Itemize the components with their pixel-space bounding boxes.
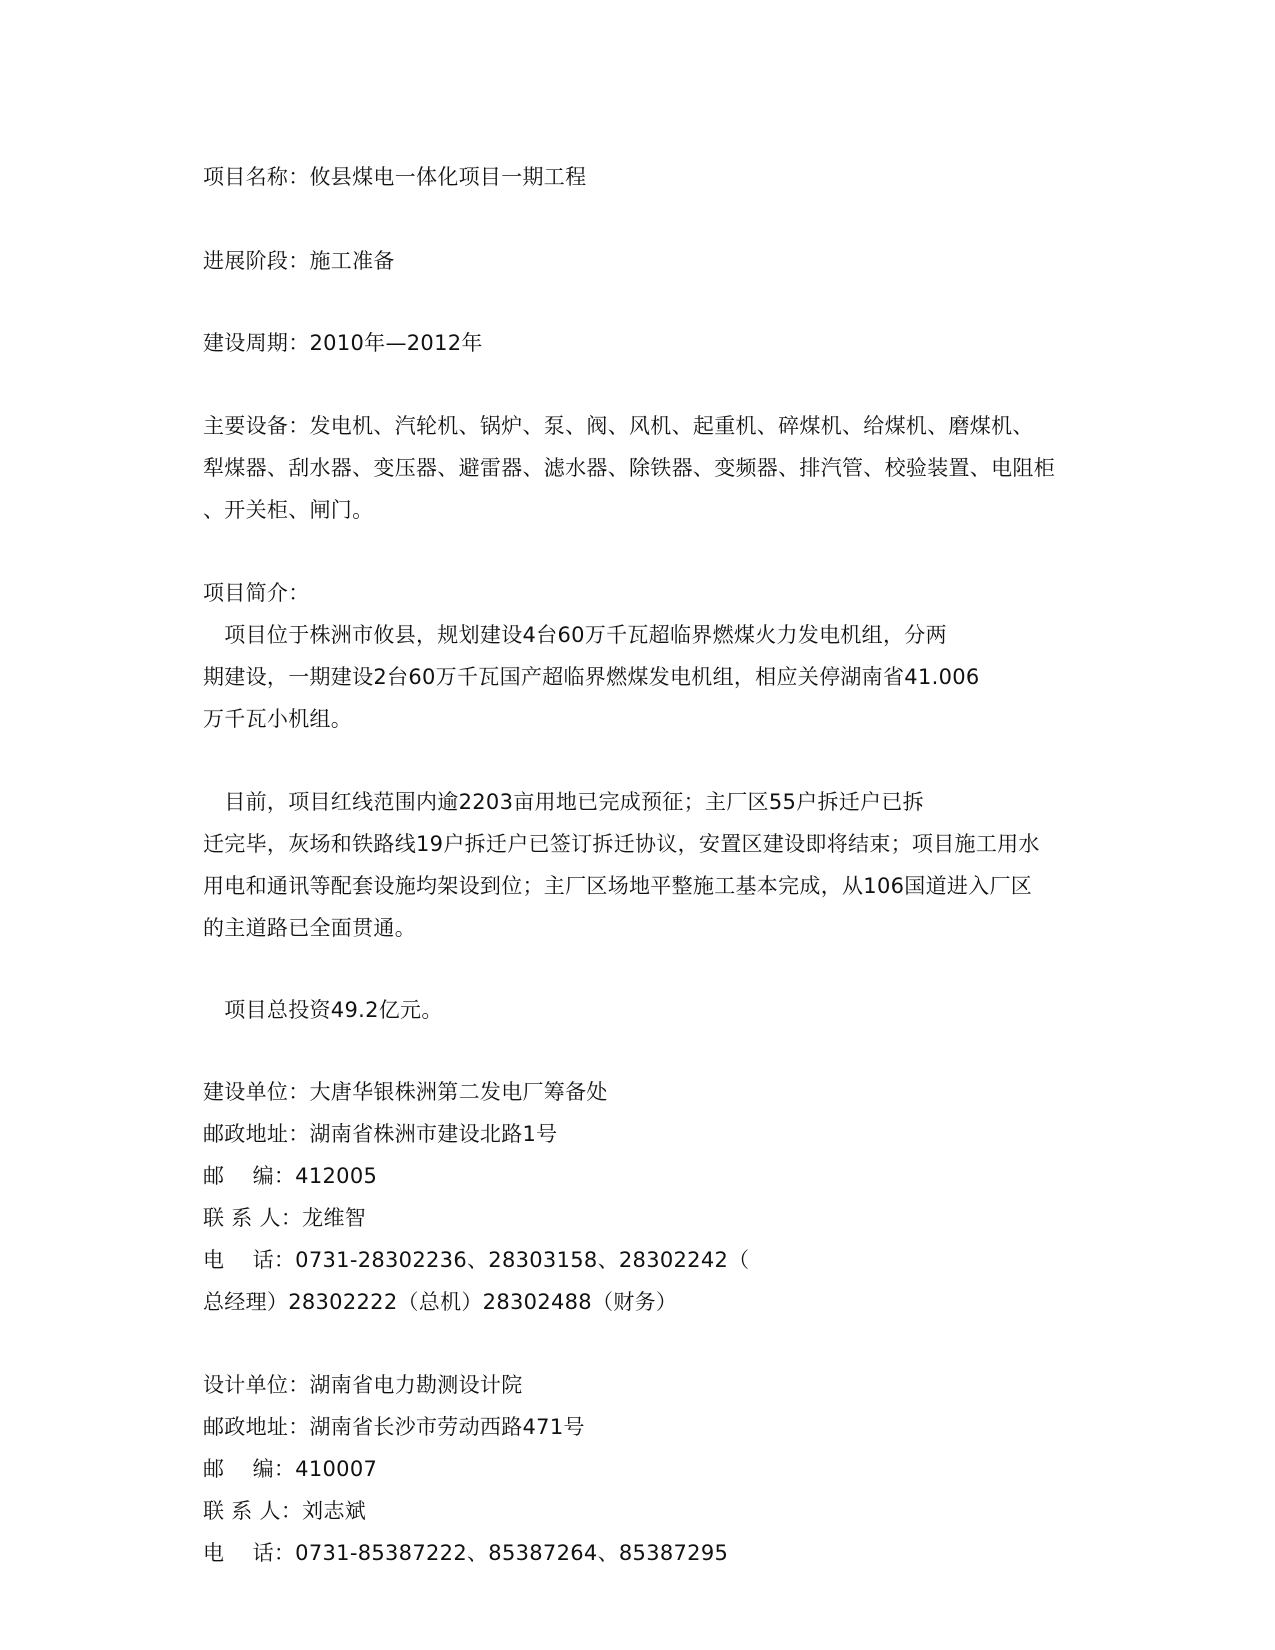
designer-postcode: 邮 编：410007 <box>203 1457 378 1481</box>
intro-para1-line-1: 项目位于株洲市攸县，规划建设4台60万千瓦超临界燃煤火力发电机组，分两 <box>203 623 947 647</box>
intro-para1-line-2: 期建设，一期建设2台60万千瓦国产超临界燃煤发电机组，相应关停湖南省41.006 <box>203 665 980 689</box>
builder-postcode: 邮 编：412005 <box>203 1164 378 1188</box>
intro-para2-line-4: 的主道路已全面贯通。 <box>203 916 416 940</box>
builder-phone-line-2: 总经理）28302222（总机）28302488（财务） <box>203 1290 678 1314</box>
equipment-line-2: 犁煤器、刮水器、变压器、避雷器、滤水器、除铁器、变频器、排汽管、校验装置、电阻柜 <box>203 456 1055 480</box>
builder-phone-line-1: 电 话：0731-28302236、28303158、28302242（ <box>203 1248 750 1272</box>
equipment-line-1: 主要设备：发电机、汽轮机、锅炉、泵、阀、风机、起重机、碎煤机、给煤机、磨煤机、 <box>203 414 1034 438</box>
project-stage: 进展阶段：施工准备 <box>203 249 395 273</box>
designer-address: 邮政地址：湖南省长沙市劳动西路471号 <box>203 1415 585 1439</box>
intro-para2-line-3: 用电和通讯等配套设施均架设到位；主厂区场地平整施工基本完成，从106国道进入厂区 <box>203 874 1033 898</box>
builder-address: 邮政地址：湖南省株洲市建设北路1号 <box>203 1122 558 1146</box>
investment-line: 项目总投资49.2亿元。 <box>203 998 443 1022</box>
project-name: 项目名称：攸县煤电一体化项目一期工程 <box>203 165 587 189</box>
equipment-line-3: 、开关柜、闸门。 <box>203 498 374 522</box>
designer-unit: 设计单位：湖南省电力勘测设计院 <box>203 1373 523 1397</box>
designer-contact: 联 系 人：刘志斌 <box>203 1499 367 1523</box>
designer-phone: 电 话：0731-85387222、85387264、85387295 <box>203 1541 729 1565</box>
intro-heading: 项目简介： <box>203 581 310 605</box>
intro-para1-line-3: 万千瓦小机组。 <box>203 707 353 731</box>
intro-para2-line-2: 迁完毕，灰场和铁路线19户拆迁户已签订拆迁协议，安置区建设即将结束；项目施工用水 <box>203 832 1040 856</box>
builder-unit: 建设单位：大唐华银株洲第二发电厂筹备处 <box>203 1080 608 1104</box>
intro-para2-line-1: 目前，项目红线范围内逾2203亩用地已完成预征；主厂区55户拆迁户已拆 <box>203 790 924 814</box>
builder-contact: 联 系 人：龙维智 <box>203 1206 367 1230</box>
project-period: 建设周期：2010年—2012年 <box>203 331 483 355</box>
